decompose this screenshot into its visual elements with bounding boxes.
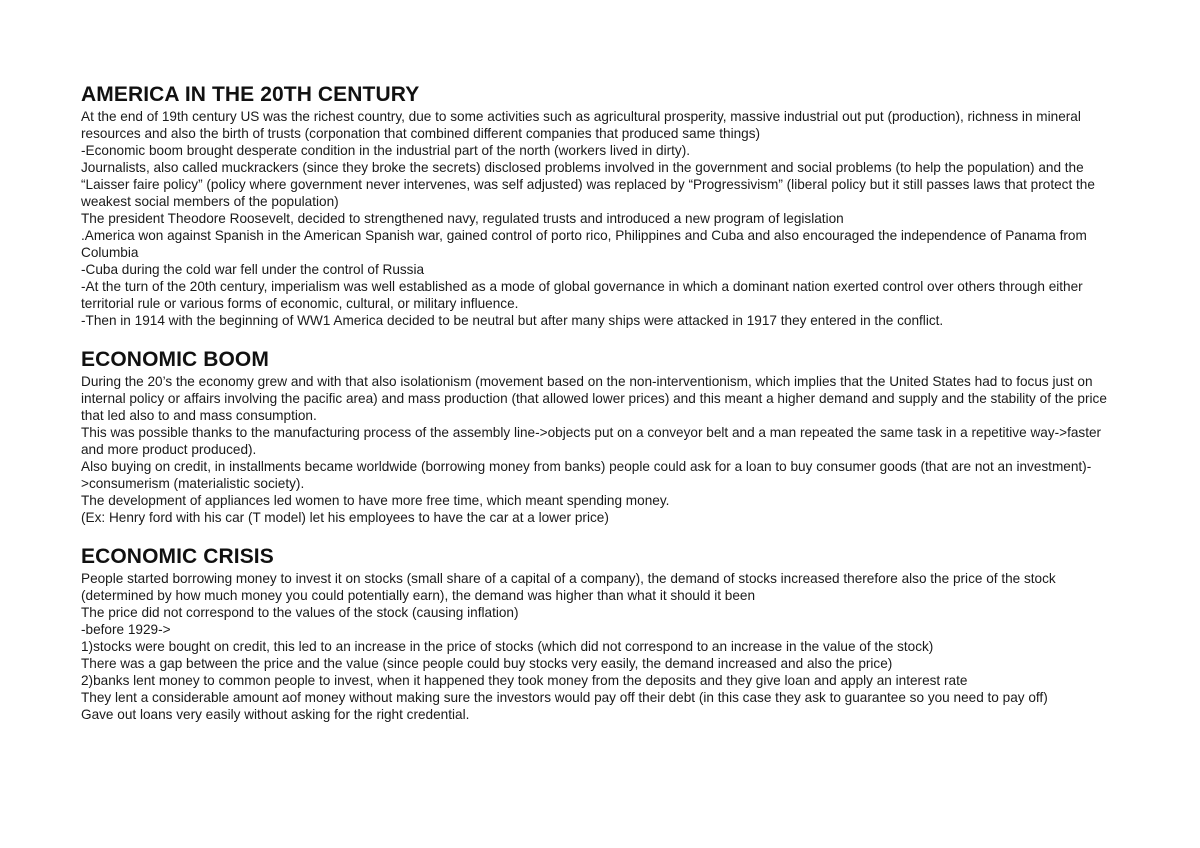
paragraph: -Cuba during the cold war fell under the control of Russia: [81, 262, 425, 277]
paragraph: The president Theodore Roosevelt, decided to strengthened navy, regulated trusts and introduced a new program of legislation: [81, 211, 844, 226]
section-economic-boom: [81, 348, 1126, 526]
paragraph: The development of appliances led women to have more free time, which meant spending money.: [81, 493, 670, 508]
paragraph: -Then in 1914 with the beginning of WW1 America decided to be neutral but after many ships were attacked in 1917 they entered in the conflict.: [81, 313, 944, 328]
section-economic-crisis: [81, 545, 1126, 723]
document-page: [81, 83, 1126, 723]
paragraph: Journalists, also called muckrackers (since they broke the secrets) disclosed problems involved in the government and social problems (to help the population) and the “Laisser faire policy” (policy where government never intervenes, was self adjusted) was replaced by “Progressivism” (liberal policy but it still passes laws that protect the weakest social members of the population): [81, 160, 1095, 209]
paragraph: 1)stocks were bought on credit, this led to an increase in the price of stocks (which did not correspond to an increase in the value of the stock): [81, 639, 934, 654]
paragraph: They lent a considerable amount aof money without making sure the investors would pay off their debt (in this case they ask to guarantee so you need to pay off): [81, 690, 1048, 705]
paragraph: -At the turn of the 20th century, imperialism was well established as a mode of global governance in which a dominant nation exerted control over others through either territorial rule or various forms of economic, cultural, or military influence.: [81, 279, 1083, 311]
paragraph: 2)banks lent money to common people to invest, when it happened they took money from the deposits and they give loan and apply an interest rate: [81, 673, 968, 688]
section-heading: ECONOMIC BOOM: [81, 348, 269, 371]
section-america-20th-century: [81, 83, 1126, 329]
paragraph: Also buying on credit, in installments became worldwide (borrowing money from banks) people could ask for a loan to buy consumer goods (that are not an investment)->consumerism (materialistic society).: [81, 459, 1092, 491]
paragraph: People started borrowing money to invest it on stocks (small share of a capital of a company), the demand of stocks increased therefore also the price of the stock (determined by how much money you could potentially earn), the demand was higher than what it should it been: [81, 571, 1056, 603]
paragraph: -Economic boom brought desperate condition in the industrial part of the north (workers lived in dirty).: [81, 143, 691, 158]
paragraph: Gave out loans very easily without asking for the right credential.: [81, 707, 470, 722]
paragraph: The price did not correspond to the values of the stock (causing inflation): [81, 605, 519, 620]
paragraph: (Ex: Henry ford with his car (T model) let his employees to have the car at a lower price): [81, 510, 609, 525]
section-heading: ECONOMIC CRISIS: [81, 545, 274, 568]
section-heading: AMERICA IN THE 20TH CENTURY: [81, 83, 420, 106]
paragraph: There was a gap between the price and the value (since people could buy stocks very easily, the demand increased and also the price): [81, 656, 893, 671]
paragraph: -before 1929->: [81, 622, 171, 637]
paragraph: .America won against Spanish in the American Spanish war, gained control of porto rico, Philippines and Cuba and also encouraged the independence of Panama from Columbia: [81, 228, 1087, 260]
paragraph: This was possible thanks to the manufacturing process of the assembly line->objects put on a conveyor belt and a man repeated the same task in a repetitive way->faster and more product produced).: [81, 425, 1102, 457]
paragraph: During the 20’s the economy grew and with that also isolationism (movement based on the non-interventionism, which implies that the United States had to focus just on internal policy or affairs involving the pacific area) and mass production (that allowed lower prices) and this meant a higher demand and supply and the stability of the price that led also to and mass consumption.: [81, 374, 1107, 423]
paragraph: At the end of 19th century US was the richest country, due to some activities such as agricultural prosperity, massive industrial out put (production), richness in mineral resources and also the birth of trusts (corponation that combined different companies that produced same things): [81, 109, 1081, 141]
